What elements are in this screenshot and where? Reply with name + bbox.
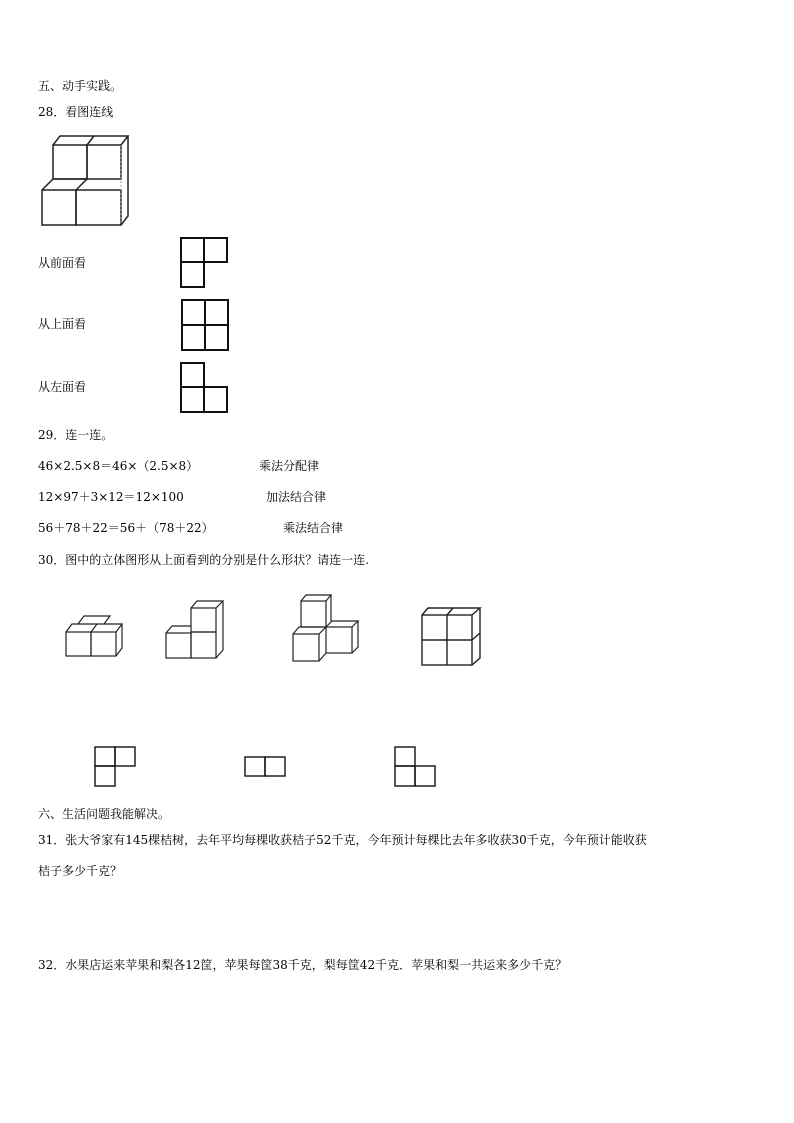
q31-text-line2: 桔子多少千克？: [38, 864, 123, 878]
equation-2: 12×97＋3×12＝12×100: [38, 490, 184, 504]
q31-text-line1: 31．张大爷家有145棵桔树，去年平均每棵收获桔子52千克，今年预计每棵比去年多收获30千克，今年预计能收获: [38, 833, 647, 847]
q29-prompt: 29．连一连。: [38, 428, 114, 442]
view-label-left: 从左面看: [38, 380, 87, 394]
law-1: 乘法分配律: [259, 459, 320, 473]
view-shape-b: [181, 299, 231, 353]
law-2: 加法结合律: [266, 490, 327, 504]
q28-prompt: 28．看图连线: [38, 105, 114, 119]
q30-solid-3: [292, 594, 362, 664]
section-6-title: 六、生活问题我能解决。: [38, 807, 171, 821]
equation-1: 46×2.5×8＝46×（2.5×8）: [38, 459, 199, 473]
view-shape-a: [180, 237, 230, 289]
q30-view-shape-1: [94, 746, 138, 788]
equation-3: 56＋78＋22＝56＋（78＋22）: [38, 521, 214, 535]
law-3: 乘法结合律: [283, 521, 344, 535]
q30-solid-1: [64, 614, 128, 660]
q30-prompt: 30．图中的立体图形从上面看到的分别是什么形状？请连一连.: [38, 553, 370, 567]
q28-solid-figure: [40, 132, 130, 228]
section-5-title: 五、动手实践。: [38, 79, 123, 93]
view-label-top: 从上面看: [38, 317, 87, 331]
q32-text: 32．水果店运来苹果和梨各12筐，苹果每筐38千克，梨每筐42千克．苹果和梨一共运来多少千克？: [38, 958, 568, 972]
q30-solid-4: [420, 605, 484, 669]
view-label-front: 从前面看: [38, 256, 87, 270]
q30-solid-2: [165, 600, 229, 662]
q30-view-shape-2: [244, 756, 288, 778]
q30-view-shape-3: [394, 746, 438, 788]
view-shape-c: [180, 362, 230, 414]
